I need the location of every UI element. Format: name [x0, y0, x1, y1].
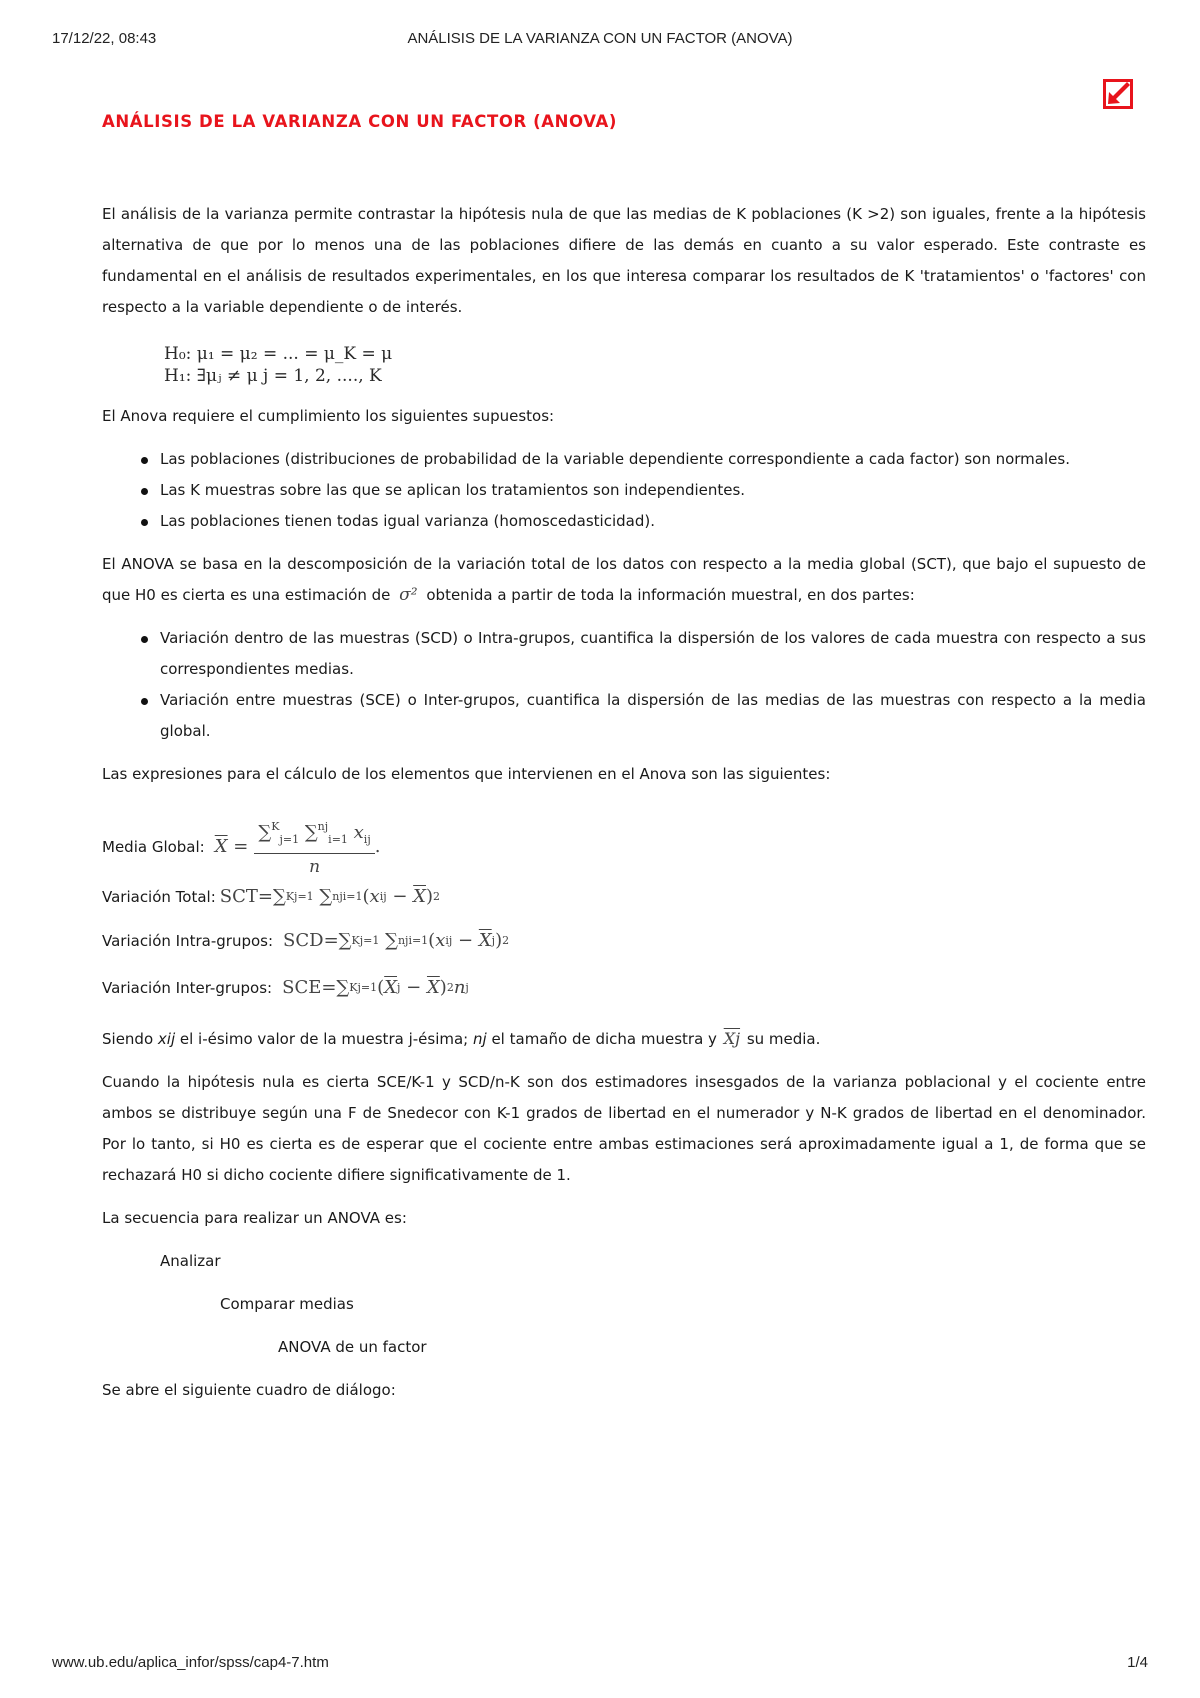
variacion-total-formula: SCT=∑ K j=1 ∑ nj i=1 ( x ij − $\overline{X}$ ) 2: [219, 886, 441, 907]
var-xij: xij: [157, 1030, 176, 1048]
menu-path-step-1: Analizar: [160, 1252, 221, 1270]
list-item: Las K muestras sobre las que se aplican los tratamientos son independientes.: [102, 475, 1146, 506]
list-item: Las poblaciones tienen todas igual varianza (homoscedasticidad).: [102, 506, 1146, 537]
sequence-intro: La secuencia para realizar un ANOVA es:: [102, 1209, 407, 1227]
variacion-inter-formula: SCE=∑ K j=1 ( $\overline{X}$ j − $\overline{X}$ ) 2 n j: [282, 977, 469, 998]
var-nj: nj: [473, 1030, 487, 1048]
null-hypothesis: H₀: μ₁ = μ₂ = ... = μ_K = μ: [164, 344, 393, 364]
variacion-inter-label: Variación Inter-grupos:: [102, 979, 273, 997]
expressions-intro: Las expresiones para el cálculo de los elementos que intervienen en el Anova son las siguientes:: [102, 765, 831, 783]
print-url: www.ub.edu/aplica_infor/spss/cap4-7.htm: [52, 1654, 329, 1671]
media-global-label: Media Global:: [102, 838, 205, 856]
dialog-intro: Se abre el siguiente cuadro de diálogo:: [102, 1381, 396, 1399]
variacion-intra-row: [102, 930, 1146, 952]
variacion-total-label: Variación Total:: [102, 888, 216, 906]
variacion-intra-formula: SCD=∑ K j=1 ∑ nj i=1 ( x ij − $\overline{X}$ j ) 2: [283, 930, 510, 951]
list-item: Variación entre muestras (SCE) o Inter-grupos, cuantifica la dispersión de las medias de las muestras con respecto a la media global.: [102, 685, 1146, 747]
variacion-intra-label: Variación Intra-grupos:: [102, 932, 274, 950]
decomposition-paragraph: [102, 549, 1146, 611]
page-title: ANÁLISIS DE LA VARIANZA CON UN FACTOR (ANOVA): [102, 112, 618, 131]
assumptions-list: [102, 444, 1146, 537]
decomposition-text-start: El ANOVA se basa en la descomposición de la variación total de los datos con respecto a la media global (SCT), que bajo el supuesto de que H0 es cierta es una estimación de: [102, 555, 1146, 604]
list-item: Las poblaciones (distribuciones de probabilidad de la variable dependiente correspondiente a cada factor) son normales.: [102, 444, 1146, 475]
menu-path-step-3: ANOVA de un factor: [278, 1338, 427, 1356]
media-global-row: [102, 816, 1146, 878]
sigma-squared-symbol: σ²: [399, 585, 418, 605]
intro-paragraph: El análisis de la varianza permite contrastar la hipótesis nula de que las medias de K poblaciones (K >2) son iguales, frente a la hipótesis alternativa de que por lo menos una de las poblaciones difiere de las demás en cuanto a su valor esperado. Este contraste es fundamental en el análisis de resultados experimentales, en los que interesa comparar los resultados de K 'tratamientos' o 'factores' con respecto a la variable dependiente o de interés.: [102, 205, 1146, 316]
red-arrow-link-icon[interactable]: [1103, 79, 1133, 109]
menu-path-step-2: Comparar medias: [220, 1295, 354, 1313]
variations-list: [102, 623, 1146, 747]
list-item: Variación dentro de las muestras (SCD) o Intra-grupos, cuantifica la dispersión de los valores de cada muestra con respecto a sus correspondientes medias.: [102, 623, 1146, 685]
variacion-total-row: [102, 886, 1146, 908]
assumptions-intro: El Anova requiere el cumplimiento los siguientes supuestos:: [102, 407, 555, 425]
media-global-formula: $\overline{X}$ = $\frac{\sum^K_{j=1} \sum^{nj}_{i=1} x_{ij}}{n}$ .: [215, 816, 381, 878]
print-datetime: 17/12/22, 08:43: [52, 30, 157, 47]
var-xj-bar: $\overline{Xj}$: [723, 1029, 741, 1048]
print-doc-title: ANÁLISIS DE LA VARIANZA CON UN FACTOR (ANOVA): [407, 30, 793, 47]
definition-paragraph: Siendo xij el i-ésimo valor de la muestra j-ésima; nj el tamaño de dicha muestra y $\overline{Xj}$ su media.: [102, 1023, 1146, 1055]
article-body: [102, 199, 1146, 1406]
hypotheses-block: [164, 343, 1146, 387]
null-true-paragraph: Cuando la hipótesis nula es cierta SCE/K-1 y SCD/n-K son dos estimadores insesgados de la varianza poblacional y el cociente entre ambos se distribuye según una F de Snedecor con K-1 grados de libertad en el numerador y N-K grados de libertad en el denominador. Por lo tanto, si H0 es cierta es de esperar que el cociente entre ambas estimaciones será aproximadamente igual a 1, de forma que se rechazará H0 si dicho cociente difiere significativamente de 1.: [102, 1073, 1146, 1184]
alternative-hypothesis: H₁: ∃μⱼ ≠ μ j = 1, 2, ...., K: [164, 366, 382, 386]
variacion-inter-row: [102, 977, 1146, 999]
decomposition-text-end: obtenida a partir de toda la información muestral, en dos partes:: [426, 586, 915, 604]
print-page-number: 1/4: [1127, 1654, 1148, 1671]
